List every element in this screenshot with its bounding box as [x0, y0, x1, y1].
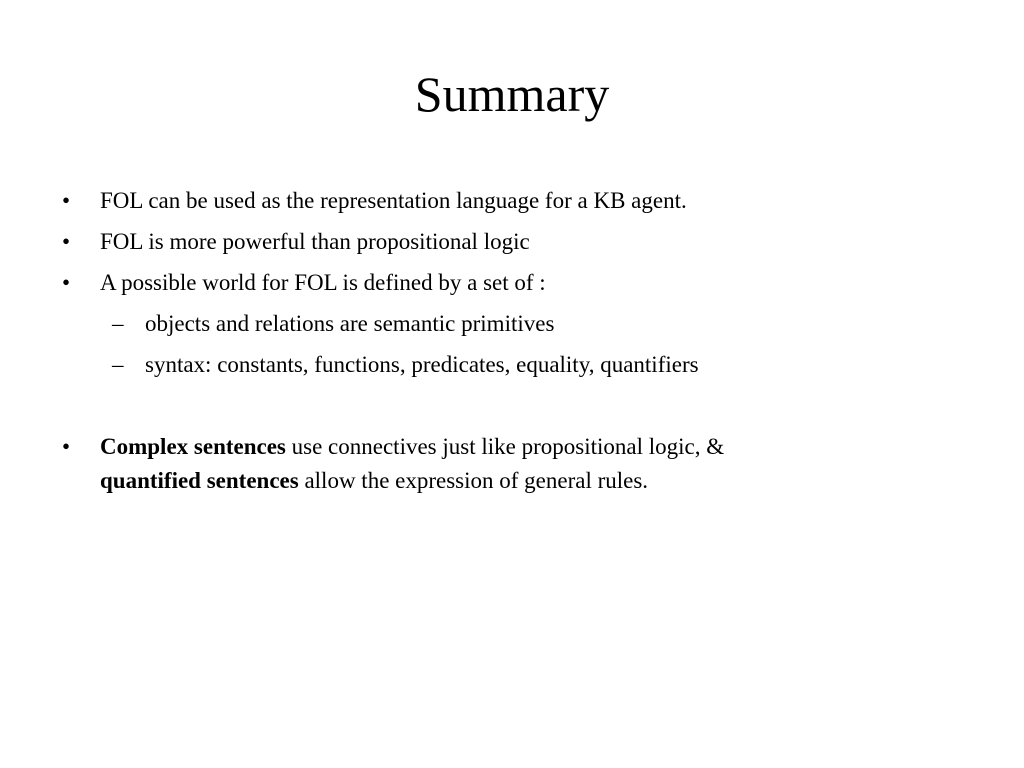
bullet-marker: •	[62, 229, 71, 254]
bullet-marker: •	[62, 434, 71, 459]
bullet-item	[60, 430, 960, 498]
bullet-item	[60, 221, 960, 262]
sub-bullet-item	[60, 344, 960, 385]
bold-term: Complex sentences	[100, 434, 286, 459]
sub-bullet-text: syntax: constants, functions, predicates, equality, quantifiers	[145, 352, 699, 377]
bullet-marker: •	[62, 188, 71, 213]
slide-title: Summary	[414, 66, 610, 122]
bullet-text: A possible world for FOL is defined by a set of :	[100, 270, 546, 295]
bullet-text: FOL can be used as the representation language for a KB agent.	[100, 188, 687, 213]
sub-bullet-item	[60, 303, 960, 344]
bold-term: quantified sentences	[100, 468, 299, 493]
bullet-text: FOL is more powerful than propositional logic	[100, 229, 530, 254]
bullet-item	[60, 180, 960, 221]
sub-bullet-marker: –	[112, 311, 124, 336]
sub-bullet-marker: –	[112, 352, 124, 377]
spacer	[60, 385, 960, 426]
bullet-text: use connectives just like propositional logic, &	[285, 434, 725, 459]
bullet-text: allow the expression of general rules.	[298, 468, 649, 493]
bullet-item	[60, 262, 960, 303]
bullet-marker: •	[62, 270, 71, 295]
sub-bullet-text: objects and relations are semantic primitives	[145, 311, 555, 336]
slide-content	[60, 180, 960, 498]
